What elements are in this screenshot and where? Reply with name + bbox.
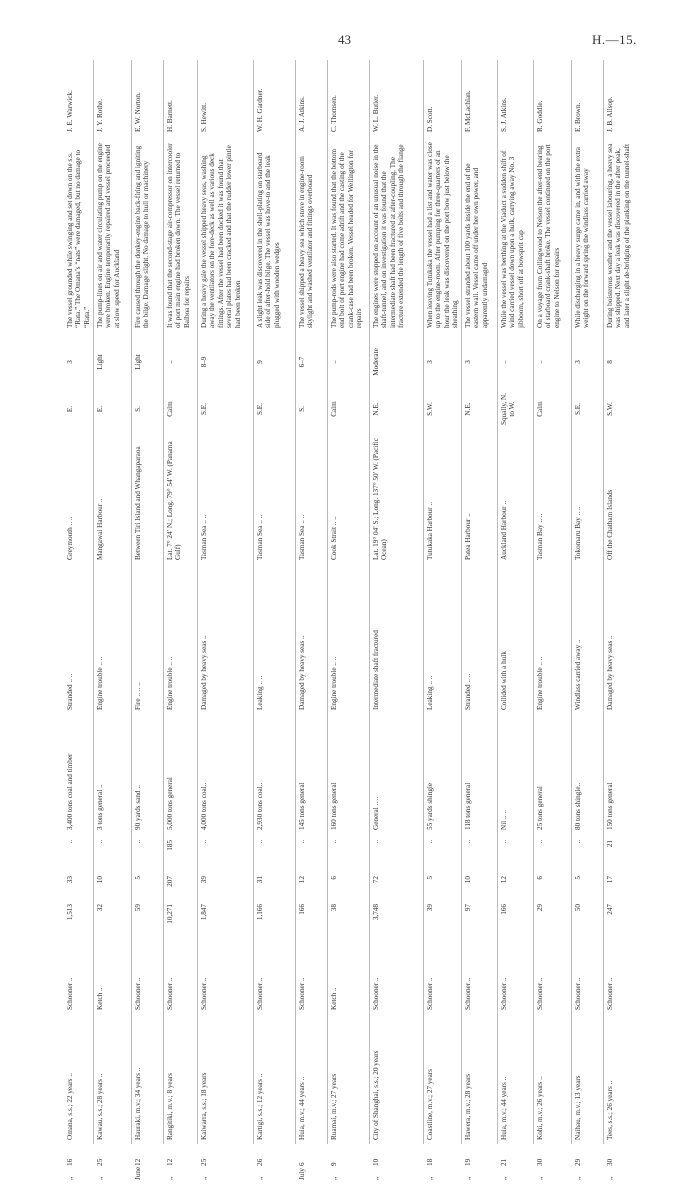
casualty-details: The vessel grounded while swinging and set down on the s.s. “Rata.” The Omana’s “nats” were damaged, but no damage to “Rata.” xyxy=(66,149,91,328)
vessel-name: Kawau, s.s.; 28 years .. xyxy=(96,1073,104,1140)
cargo: 160 tons general xyxy=(330,782,338,830)
date-day: 6 xyxy=(298,1162,306,1166)
vessel-rig: Schooner .. xyxy=(66,977,74,1010)
vessel-name: Kaiwarra, s.s.; 18 years xyxy=(200,1072,208,1140)
wind-direction: Calm xyxy=(536,401,544,417)
row-divider xyxy=(533,60,534,1144)
crew-count: 10 xyxy=(96,876,104,884)
passenger-count: .. xyxy=(464,840,472,844)
place-of-casualty: Auckland Harbour .. xyxy=(500,500,508,560)
place-of-casualty: Tokomaru Bay .. .. xyxy=(574,506,582,560)
cargo: 5,000 tons general xyxy=(166,777,174,830)
place-of-casualty: Mangawai Harbour .. xyxy=(96,498,104,560)
date-day: 19 xyxy=(464,1158,472,1166)
crew-count: 207 xyxy=(166,876,174,887)
cargo: 3 tons general .. xyxy=(96,784,104,830)
date-marker: ,, xyxy=(166,1176,174,1180)
place-of-casualty: Tasman Sea .. .. xyxy=(256,514,264,560)
passenger-count: .. xyxy=(298,840,306,844)
cargo: 145 tons general xyxy=(298,782,306,830)
casualty-details: When leaving Tutukaka the vessel had a list and water was close up to the engine-room. After pumping for three-quarters of an hour the leak was discovered on the port bow just below the sheathing xyxy=(426,142,460,328)
crew-count: 10 xyxy=(464,876,472,884)
date-marker: ,, xyxy=(372,1176,380,1180)
vessel-name: Kohi, m.v.; 26 years .. xyxy=(536,1076,544,1140)
row-divider xyxy=(253,60,254,1144)
crew-count: 5 xyxy=(426,876,434,880)
passenger-count: .. xyxy=(200,840,208,844)
row-divider xyxy=(197,60,198,1144)
passenger-count: .. xyxy=(536,840,544,844)
casualty-details: The engines were stopped on account of an unusual noise in the shaft-tunnel, and on investigation it was found that the intermediate shaft had been fractured at after-coupling. The fracture extended the length of five bolts and through the flange xyxy=(372,144,406,328)
passenger-count: .. xyxy=(574,840,582,844)
casualty-details: While the vessel was berthing at the Viaduct a sudden shift of wind carried vessel down upon a hulk, carrying away No. 3 jibboom, short off at bowsprit cap xyxy=(500,150,525,328)
vessel-name: Tees, s.s.; 26 years .. xyxy=(606,1080,614,1140)
vessel-name: Hauraki, m.v.; 34 years .. xyxy=(134,1067,142,1140)
casualty-type: Damaged by heavy seas .. xyxy=(200,635,208,710)
casualty-details: The vessel stranded about 100 yards inside the end of the eastern wall. Vessel came off under her own power, and apparently undamaged xyxy=(464,163,489,328)
master-name: H. Barnett. xyxy=(166,100,174,132)
wind-direction: S. xyxy=(134,406,142,412)
master-name: J. E. Warwick. xyxy=(66,90,74,132)
vessel-rig: Schooner .. xyxy=(256,977,264,1010)
casualty-type: Collided with a hulk xyxy=(500,651,508,710)
tonnage: 97 xyxy=(464,904,472,912)
wind-force: 6–7 xyxy=(298,356,306,368)
crew-count: 72 xyxy=(372,876,380,884)
passenger-count: 21 xyxy=(606,840,614,848)
vessel-name: Omana, s.s.; 22 years .. xyxy=(66,1073,74,1140)
casualty-details: While discharging in a heavy surge came in, and with the extra weight on the forward spring the windlass carried away xyxy=(574,147,591,328)
tonnage: 10,271 xyxy=(166,904,174,924)
date-marker: ,, xyxy=(536,1176,544,1180)
cargo: 25 tons general xyxy=(536,786,544,830)
casualty-type: Engine trouble .. .. xyxy=(96,656,104,710)
casualty-details: During boisterous weather and the vessel labouring, a heavy sea was shipped. Next day a leak was discovered in the after peak, and later a slight de-bridging of the planking on the tunnel-shaft xyxy=(606,143,631,328)
wind-direction: E. xyxy=(96,405,104,413)
wind-force: 8 xyxy=(606,360,614,364)
wind-force: 3 xyxy=(574,360,582,364)
master-name: S. J. Atkins. xyxy=(500,97,508,132)
tonnage: 29 xyxy=(536,904,544,912)
row-divider xyxy=(497,60,498,1144)
master-name: E. W. Norton. xyxy=(134,92,142,132)
passenger-count: .. xyxy=(134,840,142,844)
place-of-casualty: Tasman Bay .. .. xyxy=(536,513,544,560)
wind-force: 3 xyxy=(66,360,74,364)
place-of-casualty: Cook Strait .. .. xyxy=(330,516,338,560)
wind-direction: S.E. xyxy=(200,403,208,415)
cargo: 2,930 tons coal.. xyxy=(256,782,264,830)
date-marker: June xyxy=(134,1166,142,1180)
vessel-rig: Schooner .. xyxy=(574,977,582,1010)
cargo: 3,400 tons coal and timber xyxy=(66,753,74,830)
tonnage: 1,166 xyxy=(256,904,264,921)
place-of-casualty: Greymouth .. .. xyxy=(66,516,74,560)
casualty-type: Engine trouble .. .. xyxy=(536,656,544,710)
place-of-casualty: Tutukaka Harbour .. xyxy=(426,501,434,560)
master-name: E. Brown. xyxy=(574,102,582,132)
date-day: 12 xyxy=(134,1158,142,1166)
crew-count: 17 xyxy=(606,876,614,884)
date-marker: ,, xyxy=(256,1176,264,1180)
vessel-rig: Ketch .. xyxy=(96,987,104,1010)
vessel-rig: Schooner .. xyxy=(372,977,380,1010)
date-marker: ,, xyxy=(574,1176,582,1180)
master-name: C. Thomsen. xyxy=(330,95,338,132)
wind-direction: N.E. xyxy=(372,402,380,416)
vessel-rig: Schooner .. xyxy=(536,977,544,1010)
place-of-casualty: Patea Harbour .. xyxy=(464,513,472,560)
row-divider xyxy=(423,60,424,1144)
casualty-type: Stranded .. .. xyxy=(464,673,472,710)
master-name: F. McLachlan. xyxy=(464,90,472,132)
row-divider xyxy=(571,60,572,1144)
row-divider xyxy=(93,60,94,1144)
wind-direction: S. xyxy=(298,406,306,412)
tonnage: 247 xyxy=(606,904,614,915)
wind-direction: Calm xyxy=(330,401,338,417)
date-day: 9 xyxy=(330,1162,338,1166)
wind-force: .. xyxy=(500,360,508,364)
passenger-count: .. xyxy=(256,840,264,844)
casualty-details: Fire caused through the donkey-engine back-firing and igniting the bilge. Damage slight. No damage to hull or machinery xyxy=(134,145,151,328)
date-day: 30 xyxy=(606,1158,614,1166)
wind-force: .. xyxy=(166,360,174,364)
vessel-name: Huia, m.v.; 44 years .. xyxy=(500,1076,508,1140)
cargo: 80 tons shingle.. xyxy=(574,782,582,830)
row-divider xyxy=(131,60,132,1144)
date-day: 10 xyxy=(372,1158,380,1166)
row-divider xyxy=(327,60,328,1144)
crew-count: 6 xyxy=(330,876,338,880)
master-name: J. Y. Rothe. xyxy=(96,99,104,132)
master-name: W. H. Gardner. xyxy=(256,88,264,132)
tonnage: 50 xyxy=(574,904,582,912)
casualty-type: Leaking .. .. xyxy=(256,675,264,710)
casualty-type: Fire .. .. .. xyxy=(134,682,142,710)
master-name: A. J. Atkins. xyxy=(298,96,306,132)
date-marker: ,, xyxy=(464,1176,472,1180)
row-divider xyxy=(461,60,462,1144)
wind-direction: S.E. xyxy=(256,403,264,415)
wind-force: 3 xyxy=(464,360,472,364)
date-day: 29 xyxy=(574,1158,582,1166)
wind-force: 3 xyxy=(426,360,434,364)
wind-direction: N.E. xyxy=(464,402,472,416)
vessel-name: Hawera, m.v.; 28 years xyxy=(464,1073,472,1140)
passenger-count: .. xyxy=(330,840,338,844)
cargo: 55 yards shingle xyxy=(426,782,434,830)
cargo: Nil .. .. xyxy=(500,810,508,830)
row-divider xyxy=(163,60,164,1144)
date-day: 21 xyxy=(500,1158,508,1166)
vessel-name: City of Shanghai, s.s.; 20 years xyxy=(372,1050,380,1140)
place-of-casualty: Lat. 7° 24′ N.; Long. 79° 54′ W. (Panama Gulf) xyxy=(166,441,183,560)
page-number: 43 xyxy=(338,32,351,47)
vessel-rig: Schooner .. xyxy=(606,977,614,1010)
casualty-details: The pump-lines on air and water circulating pump on the engine were broken. Engine temporarily repaired and vessel proceeded at slow speed for Auckland xyxy=(96,143,121,328)
casualty-type: Stranded .. .. xyxy=(66,673,74,710)
date-day: 12 xyxy=(166,1158,174,1166)
place-of-casualty: Between Tiri Island and Whangaparaoa xyxy=(134,446,142,560)
row-divider xyxy=(295,60,296,1144)
casualty-type: Damaged by heavy seas .. xyxy=(606,635,614,710)
wind-force: .. xyxy=(330,360,338,364)
vessel-rig: Schooner .. xyxy=(464,977,472,1010)
tonnage: 32 xyxy=(96,904,104,912)
cargo: 90 yards sand .. xyxy=(134,785,142,830)
cargo: 150 tons general xyxy=(606,782,614,830)
wind-force: Moderate xyxy=(372,348,380,376)
vessel-rig: Schooner .. xyxy=(500,977,508,1010)
casualty-details: On a voyage from Collingwood to Nelson the after-end bearing of starboard crank-shaft broke. The vessel continued on the port engine to Nelson for repairs xyxy=(536,144,561,328)
tonnage: 1,847 xyxy=(200,904,208,921)
wind-direction: Squally, N. to W. xyxy=(500,392,517,426)
wind-force: .. xyxy=(536,360,544,364)
date-day: 25 xyxy=(200,1158,208,1166)
vessel-name: Coastline, m.v.; 27 years xyxy=(426,1069,434,1140)
casualty-details: A slight leak was discovered in the shell-plating on starboard side of after-hold bilge. The vessel was hove-to and the leak plugged with wooden wedges xyxy=(256,152,281,328)
passenger-count: 185 xyxy=(166,840,174,851)
cargo: 4,000 tons coal.. xyxy=(200,782,208,830)
vessel-name: Naihau, m.v.; 13 years xyxy=(574,1075,582,1140)
casualty-details: The vessel shipped a heavy sea which stove in engine-room skylight and washed ventilator and fittings overboard xyxy=(298,156,315,328)
crew-count: 5 xyxy=(574,876,582,880)
master-name: D. Scott. xyxy=(426,106,434,132)
date-day: 18 xyxy=(426,1158,434,1166)
crew-count: 31 xyxy=(256,876,264,884)
date-marker: ,, xyxy=(500,1176,508,1180)
vessel-name: Kartigi, s.s.; 12 years .. xyxy=(256,1073,264,1140)
tonnage: 1,513 xyxy=(66,904,74,921)
date-marker: ,, xyxy=(426,1176,434,1180)
casualty-type: Engine trouble .. .. xyxy=(330,656,338,710)
crew-count: 39 xyxy=(200,876,208,884)
date-marker: ,, xyxy=(96,1176,104,1180)
tonnage: 166 xyxy=(298,904,306,915)
casualty-type: Windlass carried away .. xyxy=(574,639,582,710)
casualty-details: The pump-rods were also started. It was found that the bottom end bolt of port engine had come adrift and the casting of the crank-case had been broken. Vessel headed for Wellington for repairs xyxy=(330,148,364,328)
master-name: J. B. Allsop. xyxy=(606,96,614,132)
wind-direction: S.W. xyxy=(606,402,614,416)
crew-count: 12 xyxy=(500,876,508,884)
wind-force: Light xyxy=(134,354,142,370)
casualty-type: Engine trouble .. .. xyxy=(166,656,174,710)
date-day: 16 xyxy=(66,1158,74,1166)
place-of-casualty: Tasman Sea .. .. xyxy=(200,514,208,560)
passenger-count: .. xyxy=(96,840,104,844)
tonnage: 39 xyxy=(426,904,434,912)
wind-direction: E. xyxy=(66,405,74,413)
row-divider xyxy=(369,60,370,1144)
date-marker: ,, xyxy=(330,1176,338,1180)
wind-force: 8–9 xyxy=(200,356,208,368)
date-marker: ,, xyxy=(66,1176,74,1180)
wind-direction: Calm xyxy=(166,401,174,417)
date-marker: July xyxy=(298,1168,306,1180)
date-day: 26 xyxy=(256,1158,264,1166)
casualty-type: Damaged by heavy seas .. xyxy=(298,635,306,710)
wind-direction: S.W. xyxy=(426,402,434,416)
date-day: 25 xyxy=(96,1158,104,1166)
vessel-name: Ruamai, m.v.; 27 years xyxy=(330,1073,338,1140)
passenger-count: .. xyxy=(372,840,380,844)
wind-force: Light xyxy=(96,354,104,370)
crew-count: 33 xyxy=(66,876,74,884)
wind-force: 9 xyxy=(256,360,264,364)
tonnage: 38 xyxy=(330,904,338,912)
crew-count: 5 xyxy=(134,876,142,880)
casualty-details: During a heavy gale the vessel shipped heavy seas, washing away the ventilators on the fore-deck as well as various deck fittings. After the vessel had been docked it was found that several plates had been cracked and that the rudder lower pintle had been broken xyxy=(200,145,242,328)
date-marker: ,, xyxy=(606,1176,614,1180)
place-of-casualty: Tasman Sea .. .. xyxy=(298,514,306,560)
vessel-name: Huia, m.v.; 44 years .. xyxy=(298,1076,306,1140)
tonnage: 3,748 xyxy=(372,904,380,921)
casualty-details: It was found that the second-stage air-compressor on intercooler of port main engine had broken down. The vessel returned to Balboa for repairs xyxy=(166,143,191,328)
vessel-rig: Schooner .. xyxy=(200,977,208,1010)
cargo: 118 tons general xyxy=(464,782,472,830)
cargo: General .. .. xyxy=(372,796,380,830)
vessel-rig: Schooner .. xyxy=(426,977,434,1010)
master-name: R. Goddle. xyxy=(536,100,544,132)
vessel-rig: Ketch .. xyxy=(330,987,338,1010)
wind-direction: S.E. xyxy=(574,403,582,415)
casualty-type: Leaking .. .. xyxy=(426,675,434,710)
date-marker: ,, xyxy=(200,1176,208,1180)
crew-count: 12 xyxy=(298,876,306,884)
passenger-count: .. xyxy=(426,840,434,844)
row-divider xyxy=(603,60,604,1144)
passenger-count: .. xyxy=(500,840,508,844)
vessel-rig: Schooner .. xyxy=(166,977,174,1010)
date-day: 30 xyxy=(536,1158,544,1166)
report-reference: H.—15. xyxy=(592,32,637,47)
place-of-casualty: Off the Chatham Islands xyxy=(606,489,614,560)
vessel-rig: Schooner .. xyxy=(298,977,306,1010)
vessel-name: Rangitiki, m.v.; 8 years xyxy=(166,1072,174,1140)
crew-count: 6 xyxy=(536,876,544,880)
tonnage: 59 xyxy=(134,904,142,912)
vessel-rig: Schooner .. xyxy=(134,977,142,1010)
place-of-casualty: Lat. 19° 04′ S.; Long. 137° 50′ W. (Pacific Ocean) xyxy=(372,438,389,560)
master-name: W. L. Butler. xyxy=(372,94,380,132)
casualty-type: Intermediate shaft fractured xyxy=(372,630,380,710)
casualty-table xyxy=(60,60,660,1180)
tonnage: 166 xyxy=(500,904,508,915)
passenger-count: .. xyxy=(66,840,74,844)
master-name: S. Hewitt. xyxy=(200,103,208,132)
